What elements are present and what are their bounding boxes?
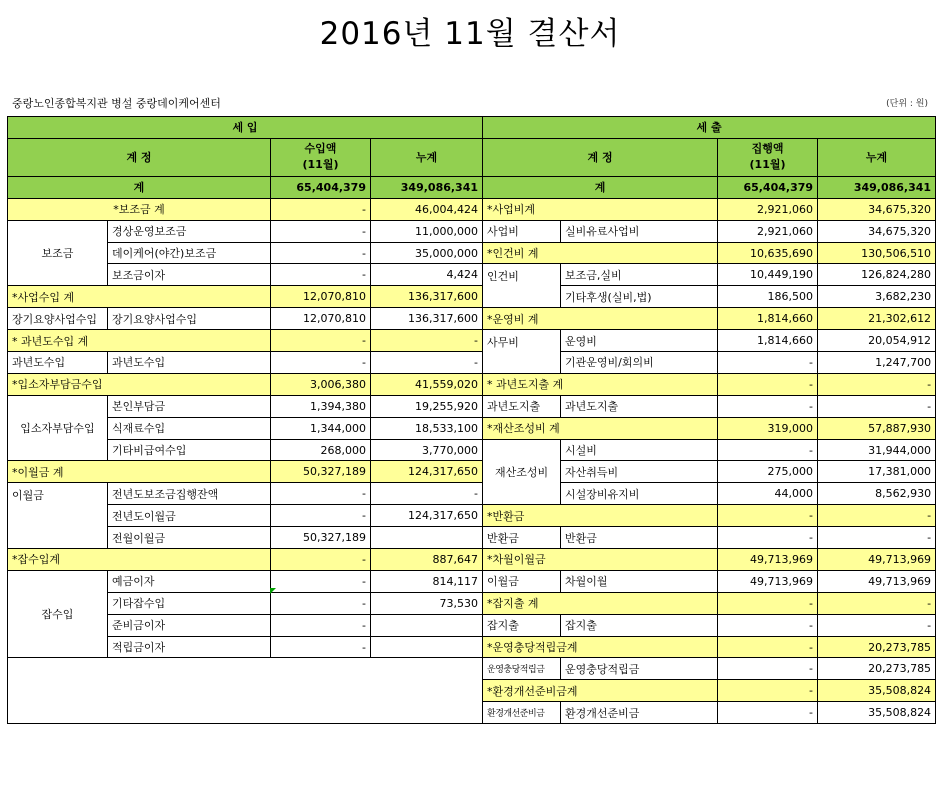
expense-cumulative: 57,887,930 [818, 417, 936, 439]
income-amount: - [271, 264, 371, 286]
income-amount: 1,344,000 [271, 417, 371, 439]
income-cumulative: 46,004,424 [371, 198, 483, 220]
expense-item: 과년도지출 [561, 395, 718, 417]
income-cumulative: 814,117 [371, 570, 483, 592]
expense-subtotal-label: *차월이월금 [483, 549, 718, 571]
expense-item: 운영충당적립금 [561, 658, 718, 680]
expense-item: 시설장비유지비 [561, 483, 718, 505]
expense-amount: - [718, 592, 818, 614]
income-cumulative: 124,317,650 [371, 505, 483, 527]
expense-amount: 1,814,660 [718, 330, 818, 352]
expense-item: 보조금,실비 [561, 264, 718, 286]
income-cumulative: 41,559,020 [371, 373, 483, 395]
expense-cumulative: 21,302,612 [818, 308, 936, 330]
expense-amount: 186,500 [718, 286, 818, 308]
income-item: 경상운영보조금 [108, 220, 271, 242]
expense-category: 재산조성비 [483, 439, 561, 505]
expense-amount: 49,713,969 [718, 549, 818, 571]
income-amount: 50,327,189 [271, 461, 371, 483]
income-item: 기타비급여수입 [108, 439, 271, 461]
income-amount: - [271, 505, 371, 527]
income-cumulative [371, 527, 483, 549]
income-cumulative: 887,647 [371, 549, 483, 571]
expense-amount: - [718, 658, 818, 680]
expense-cumulative: 49,713,969 [818, 570, 936, 592]
expense-item: 잡지출 [561, 614, 718, 636]
expense-cumulative: - [818, 592, 936, 614]
income-cumulative: 124,317,650 [371, 461, 483, 483]
expense-item: 운영비 [561, 330, 718, 352]
expense-amount: - [718, 505, 818, 527]
expense-category: 환경개선준비금 [483, 702, 561, 724]
expense-cumulative: - [818, 395, 936, 417]
income-empty-area [8, 658, 483, 724]
income-category: 잡수입 [8, 570, 108, 658]
income-amount-header: 수입액 (11월) [271, 138, 371, 176]
expense-category: 반환금 [483, 527, 561, 549]
income-amount: - [271, 330, 371, 352]
expense-item: 기관운영비/회의비 [561, 352, 718, 374]
income-amount: - [271, 636, 371, 658]
income-account-header: 계 정 [8, 138, 271, 176]
expense-amount: 2,921,060 [718, 220, 818, 242]
expense-item: 기타후생(실비,법) [561, 286, 718, 308]
expense-item: 차월이월 [561, 570, 718, 592]
income-amount: - [271, 614, 371, 636]
expense-subtotal-label: *인건비 계 [483, 242, 718, 264]
income-cumulative: - [371, 483, 483, 505]
income-subtotal-label: *보조금 계 [8, 198, 271, 220]
expense-cumulative: - [818, 373, 936, 395]
expense-cumulative: 31,944,000 [818, 439, 936, 461]
income-subtotal-label: * 과년도수입 계 [8, 330, 271, 352]
income-item: 예금이자 [108, 570, 271, 592]
expense-item: 자산취득비 [561, 461, 718, 483]
income-item: 기타잡수입 [108, 592, 271, 614]
expense-subtotal-label: *운영비 계 [483, 308, 718, 330]
page-title: 2016년 11월 결산서 [319, 16, 621, 52]
expense-cumulative: - [818, 527, 936, 549]
expense-amount: 275,000 [718, 461, 818, 483]
expense-cumulative: 20,273,785 [818, 658, 936, 680]
income-amount: 12,070,810 [271, 286, 371, 308]
income-amount: - [271, 483, 371, 505]
income-category: 과년도수입 [8, 352, 108, 374]
income-total-cumulative: 349,086,341 [371, 176, 483, 198]
expense-cumulative: - [818, 614, 936, 636]
expense-category: 이월금 [483, 570, 561, 592]
cell-comment-marker [270, 588, 276, 594]
expense-cumulative: 35,508,824 [818, 680, 936, 702]
expense-amount: 10,635,690 [718, 242, 818, 264]
income-cumulative: 18,533,100 [371, 417, 483, 439]
expense-item: 반환금 [561, 527, 718, 549]
income-item: 과년도수입 [108, 352, 271, 374]
expense-category: 인건비 [483, 264, 561, 308]
income-amount: 50,327,189 [271, 527, 371, 549]
expense-cumulative: - [818, 505, 936, 527]
expense-amount: - [718, 395, 818, 417]
income-item: 본인부담금 [108, 395, 271, 417]
income-section-header: 세 입 [8, 117, 483, 139]
income-item: 전월이월금 [108, 527, 271, 549]
expense-cumulative: 126,824,280 [818, 264, 936, 286]
income-amount: - [271, 220, 371, 242]
unit-label: (단위 : 원) [886, 99, 928, 109]
expense-amount: - [718, 439, 818, 461]
income-amount: - [271, 198, 371, 220]
expense-category: 잡지출 [483, 614, 561, 636]
expense-item: 실비유료사업비 [561, 220, 718, 242]
income-item: 장기요양사업수입 [108, 308, 271, 330]
income-category: 이월금 [8, 483, 108, 549]
expense-cumulative: 34,675,320 [818, 198, 936, 220]
income-total-label: 계 [8, 176, 271, 198]
expense-total-amount: 65,404,379 [718, 176, 818, 198]
income-cumulative: 35,000,000 [371, 242, 483, 264]
income-amount: - [271, 549, 371, 571]
expense-amount: - [718, 702, 818, 724]
income-amount: 1,394,380 [271, 395, 371, 417]
expense-subtotal-label: *사업비계 [483, 198, 718, 220]
expense-amount-header: 집행액 (11월) [718, 138, 818, 176]
expense-cumulative: 17,381,000 [818, 461, 936, 483]
expense-cumulative: 130,506,510 [818, 242, 936, 264]
income-cumulative: 4,424 [371, 264, 483, 286]
expense-amount: - [718, 614, 818, 636]
income-item: 식재료수입 [108, 417, 271, 439]
expense-amount: 319,000 [718, 417, 818, 439]
expense-account-header: 계 정 [483, 138, 718, 176]
income-category: 장기요양사업수입 [8, 308, 108, 330]
expense-amount: - [718, 680, 818, 702]
expense-amount: - [718, 373, 818, 395]
income-cumulative: 11,000,000 [371, 220, 483, 242]
expense-cumulative: 34,675,320 [818, 220, 936, 242]
income-subtotal-label: *이월금 계 [8, 461, 271, 483]
income-amount: 3,006,380 [271, 373, 371, 395]
income-item: 준비금이자 [108, 614, 271, 636]
income-cumulative [371, 614, 483, 636]
expense-category: 사무비 [483, 330, 561, 374]
income-cumulative: - [371, 352, 483, 374]
expense-amount: 1,814,660 [718, 308, 818, 330]
expense-subtotal-label: *운영충당적립금계 [483, 636, 718, 658]
expense-amount: 44,000 [718, 483, 818, 505]
expense-amount: - [718, 636, 818, 658]
expense-cumulative: 20,054,912 [818, 330, 936, 352]
expense-category: 과년도지출 [483, 395, 561, 417]
expense-category: 운영충당적립금 [483, 658, 561, 680]
income-item: 데이케어(야간)보조금 [108, 242, 271, 264]
income-cumulative: 73,530 [371, 592, 483, 614]
expense-subtotal-label: *반환금 [483, 505, 718, 527]
expense-cumulative: 1,247,700 [818, 352, 936, 374]
income-cumulative [371, 636, 483, 658]
income-subtotal-label: *사업수입 계 [8, 286, 271, 308]
income-cumulative: 3,770,000 [371, 439, 483, 461]
income-item: 적립금이자 [108, 636, 271, 658]
income-amount: 12,070,810 [271, 308, 371, 330]
expense-cumulative-header: 누계 [818, 138, 936, 176]
expense-subtotal-label: *재산조성비 계 [483, 417, 718, 439]
income-cumulative: 136,317,600 [371, 308, 483, 330]
income-category: 입소자부담수입 [8, 395, 108, 461]
organization-name: 중랑노인종합복지관 병설 중랑데이케어센터 [12, 97, 221, 110]
expense-section-header: 세 출 [483, 117, 936, 139]
expense-item: 환경개선준비금 [561, 702, 718, 724]
expense-item: 시설비 [561, 439, 718, 461]
expense-cumulative: 20,273,785 [818, 636, 936, 658]
income-amount: 268,000 [271, 439, 371, 461]
expense-cumulative: 35,508,824 [818, 702, 936, 724]
income-subtotal-label: *입소자부담금수입 [8, 373, 271, 395]
income-total-amount: 65,404,379 [271, 176, 371, 198]
expense-cumulative: 3,682,230 [818, 286, 936, 308]
expense-cumulative: 8,562,930 [818, 483, 936, 505]
income-cumulative: - [371, 330, 483, 352]
income-cumulative: 19,255,920 [371, 395, 483, 417]
expense-total-cumulative: 349,086,341 [818, 176, 936, 198]
expense-cumulative: 49,713,969 [818, 549, 936, 571]
income-amount: - [271, 352, 371, 374]
income-amount: - [271, 242, 371, 264]
income-cumulative: 136,317,600 [371, 286, 483, 308]
income-amount: - [271, 570, 371, 592]
expense-amount: - [718, 527, 818, 549]
income-item: 전년도보조금집행잔액 [108, 483, 271, 505]
income-item: 보조금이자 [108, 264, 271, 286]
expense-total-label: 계 [483, 176, 718, 198]
expense-amount: 2,921,060 [718, 198, 818, 220]
settlement-table [7, 116, 936, 724]
expense-subtotal-label: *잡지출 계 [483, 592, 718, 614]
expense-category: 사업비 [483, 220, 561, 242]
expense-subtotal-label: *환경개선준비금계 [483, 680, 718, 702]
expense-amount: - [718, 352, 818, 374]
expense-subtotal-label: * 과년도지출 계 [483, 373, 718, 395]
income-category: 보조금 [8, 220, 108, 286]
income-amount: - [271, 592, 371, 614]
income-item: 전년도이월금 [108, 505, 271, 527]
income-subtotal-label: *잡수입계 [8, 549, 271, 571]
expense-amount: 10,449,190 [718, 264, 818, 286]
income-cumulative-header: 누계 [371, 138, 483, 176]
expense-amount: 49,713,969 [718, 570, 818, 592]
